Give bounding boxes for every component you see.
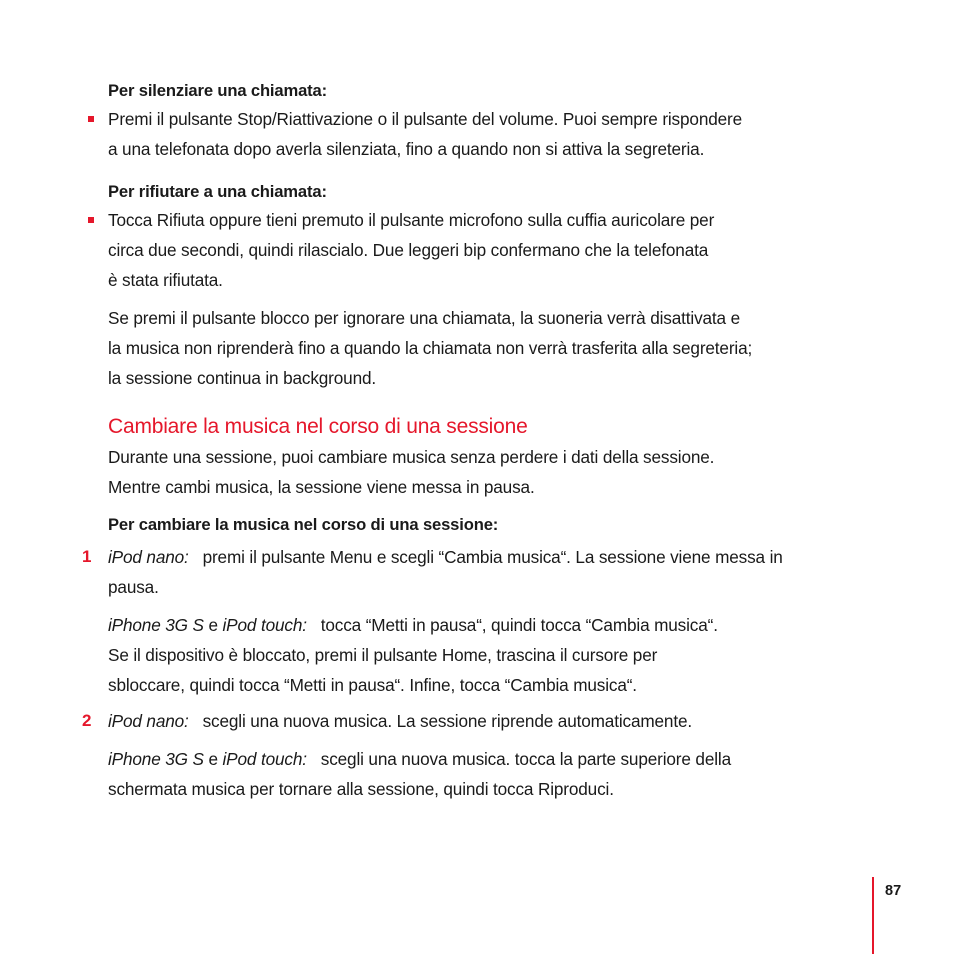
silence-text-line1: Premi il pulsante Stop/Riattivazione o il pulsante del volume. Puoi sempre rispondere: [108, 109, 743, 129]
step1-iphone-line2: Se il dispositivo è bloccato, premi il pulsante Home, trascina il cursore per: [108, 645, 658, 665]
step-number-2: 2: [82, 711, 92, 730]
silence-text-line2: a una telefonata dopo averla silenziata, fino a quando non si attiva la segreteria.: [108, 139, 705, 159]
reject-heading: Per rifiutare a una chiamata:: [108, 182, 327, 201]
steps-heading: Per cambiare la musica nel corso di una sessione:: [108, 515, 499, 534]
step1-ipod-line2: pausa.: [108, 577, 159, 597]
device-label: iPod touch:: [222, 615, 307, 635]
step2-iphone-text: scegli una nuova musica. tocca la parte superiore della: [320, 749, 731, 769]
reject-text-line1: Tocca Rifiuta oppure tieni premuto il pulsante microfono sulla cuffia auricolare per: [108, 210, 715, 230]
step1-iphone-text: tocca “Metti in pausa“, quindi tocca “Cambia musica“.: [320, 615, 718, 635]
page-margin-rule: [872, 877, 874, 954]
device-label: iPhone 3G S: [108, 615, 204, 635]
conjunction: e: [208, 615, 218, 635]
note-line1: Se premi il pulsante blocco per ignorare una chiamata, la suoneria verrà disattivata e: [108, 308, 740, 328]
step2-ipod-line: [108, 706, 692, 736]
reject-text-line3: è stata rifiutata.: [108, 270, 223, 290]
step1-ipod-line1: [108, 542, 783, 572]
reject-text-line2: circa due secondi, quindi rilascialo. Due leggeri bip confermano che la telefonata: [108, 240, 709, 260]
device-label: iPod nano:: [108, 547, 189, 567]
step2-iphone-line1: [108, 744, 731, 774]
step2-iphone-line2: schermata musica per tornare alla sessione, quindi tocca Riproduci.: [108, 779, 614, 799]
step-number-1: 1: [82, 547, 92, 566]
section-intro-line2: Mentre cambi musica, la sessione viene messa in pausa.: [108, 477, 535, 497]
conjunction: e: [208, 749, 218, 769]
device-label: iPhone 3G S: [108, 749, 204, 769]
page-number: 87: [885, 883, 902, 899]
silence-heading: Per silenziare una chiamata:: [108, 81, 327, 100]
device-label: iPod nano:: [108, 711, 189, 731]
section-title: Cambiare la musica nel corso di una sessione: [108, 415, 528, 438]
note-line3: la sessione continua in background.: [108, 368, 377, 388]
step2-ipod-text: scegli una nuova musica. La sessione riprende automaticamente.: [202, 711, 693, 731]
device-label: iPod touch:: [222, 749, 307, 769]
section-intro-line1: Durante una sessione, puoi cambiare musica senza perdere i dati della sessione.: [108, 447, 715, 467]
step1-iphone-line1: [108, 610, 718, 640]
bullet-marker: [88, 217, 94, 223]
bullet-marker: [88, 116, 94, 122]
note-line2: la musica non riprenderà fino a quando la chiamata non verrà trasferita alla segreteria;: [108, 338, 753, 358]
step1-ipod-text: premi il pulsante Menu e scegli “Cambia musica“. La sessione viene messa in: [202, 547, 783, 567]
step1-iphone-line3: sbloccare, quindi tocca “Metti in pausa“. Infine, tocca “Cambia musica“.: [108, 675, 637, 695]
